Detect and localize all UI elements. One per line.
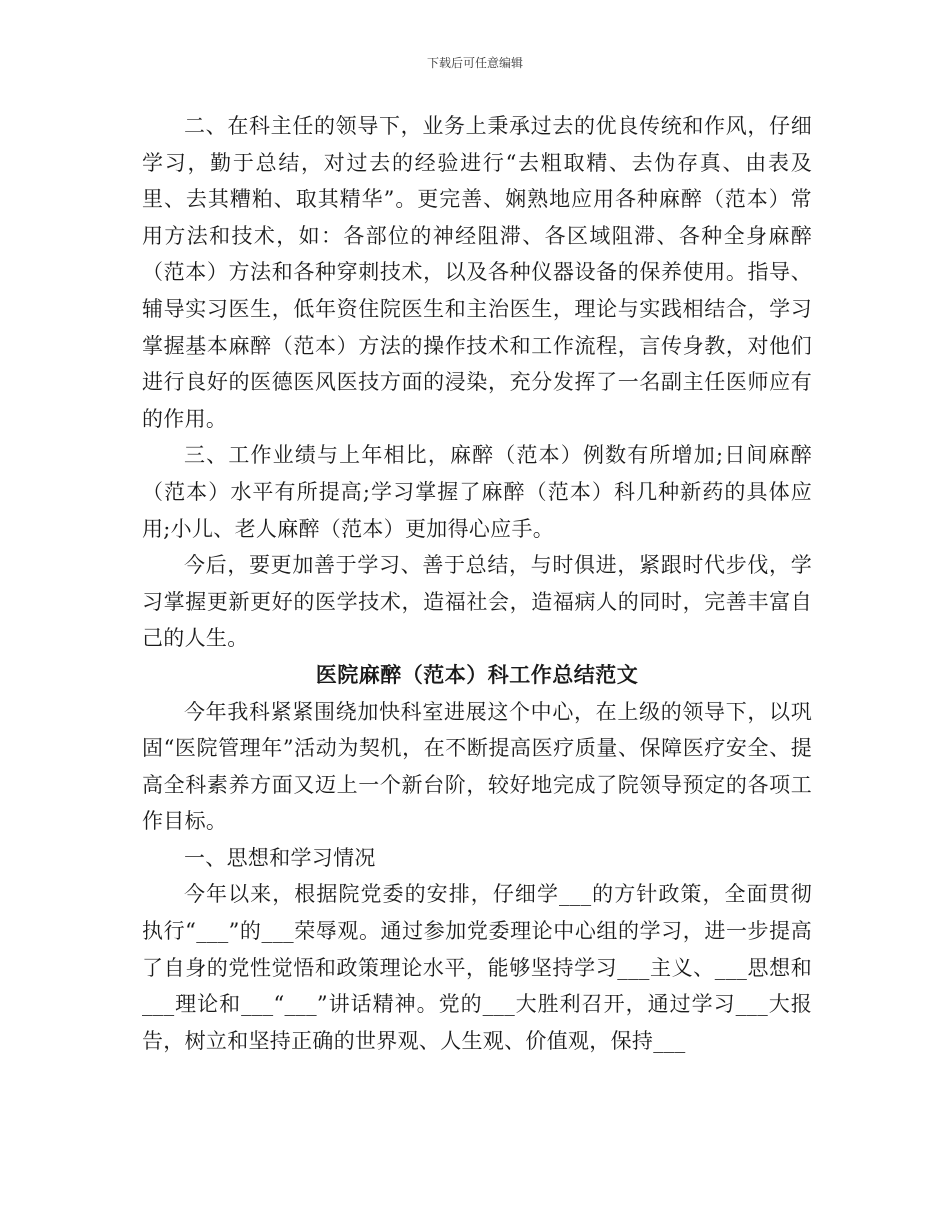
subheading-thought-study: 一、思想和学习情况 (184, 845, 376, 870)
section-title: 医院麻醉（范本）科工作总结范文 (315, 661, 639, 687)
paragraph-section-two: 二、在科主任的领导下，业务上秉承过去的优良传统和作风，仔细学习，勤于总结，对过去的经验进行“去粗取精、去伪存真、由表及里、去其糟粕、取其精华”。更完善、娴熟地应用各种麻醉（范本）常用方法和技术，如：各部位的神经阻滞、各区域阻滞、各种全身麻醉（范本）方法和各种穿刺技术，以及各种仪器设备的保养使用。指导、辅导实习医生，低年资住院医生和主治医生，理论与实践相结合，学习掌握基本麻醉（范本）方法的操作技术和工作流程，言传身教，对他们进行良好的医德医风医技方面的浸染，充分发挥了一名副主任医师应有的作用。 (142, 114, 812, 431)
paragraph-thought-study: 今年以来，根据院党委的安排，仔细学___的方针政策，全面贯彻执行“___”的___荣辱观。通过参加党委理论中心组的学习，进一步提高了自身的党性觉悟和政策理论水平，能够坚持学习___主义、___思想和___理论和___“___”讲话精神。党的___大胜利召开，通过学习___大报告，树立和坚持正确的世界观、人生观、价值观，保持___ (142, 882, 812, 1053)
paragraph-section-three: 三、工作业绩与上年相比，麻醉（范本）例数有所增加;日间麻醉（范本）水平有所提高;学习掌握了麻醉（范本）科几种新药的具体应用;小儿、老人麻醉（范本）更加得心应手。 (142, 443, 812, 541)
document-body (142, 108, 812, 1059)
paragraph-intro: 今年我科紧紧围绕加快科室进展这个中心，在上级的领导下，以巩固“医院管理年”活动为契机，在不断提高医疗质量、保障医疗安全、提高全科素养方面又迈上一个新台阶，较好地完成了院领导预定的各项工作目标。 (142, 699, 812, 834)
page-header: 下载后可任意编辑 (426, 56, 523, 70)
paragraph-outlook: 今后，要更加善于学习、善于总结，与时俱进，紧跟时代步伐，学习掌握更新更好的医学技术，造福社会，造福病人的同时，完善丰富自己的人生。 (142, 553, 812, 651)
